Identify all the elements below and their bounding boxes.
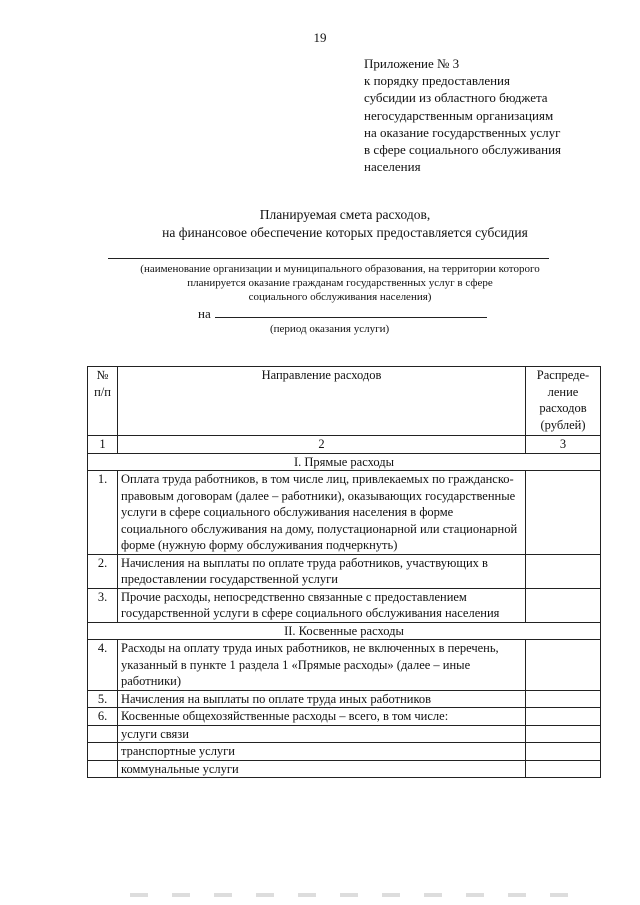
period-row xyxy=(198,305,487,322)
sub-row xyxy=(88,725,601,743)
appendix-line: на оказание государственных услуг xyxy=(364,124,561,140)
appendix-line: Приложение № 3 xyxy=(364,56,460,71)
period-blank xyxy=(215,305,487,318)
period-caption: (период оказания услуги) xyxy=(270,323,390,335)
table-header-row xyxy=(88,367,601,436)
row-text: Прочие расходы, непосредственно связанные с предоставлением государственной услуги в сфере социального обслуживания населения xyxy=(118,588,526,622)
table-row xyxy=(88,554,601,588)
organization-caption xyxy=(100,262,580,304)
empty-number-cell xyxy=(88,743,118,761)
org-caption-line: планируется оказание гражданам государственных услуг в сфере xyxy=(187,277,493,289)
row-amount-cell xyxy=(526,588,601,622)
empty-number-cell xyxy=(88,760,118,778)
row-amount-cell xyxy=(526,708,601,726)
row-number: 1. xyxy=(88,471,118,555)
table-row xyxy=(88,708,601,726)
column-number-row xyxy=(88,436,601,454)
row-amount-cell xyxy=(526,471,601,555)
row-amount-cell xyxy=(526,760,601,778)
header-direction: Направление расходов xyxy=(118,367,526,436)
table-row xyxy=(88,690,601,708)
row-text: Начисления на выплаты по оплате труда иных работников xyxy=(118,690,526,708)
column-number: 1 xyxy=(88,436,118,454)
document-title xyxy=(0,206,640,242)
budget-table xyxy=(87,366,601,778)
table-row xyxy=(88,471,601,555)
header-distribution: Распреде-ление расходов (рублей) xyxy=(526,367,601,436)
title-line-2: на финансовое обеспечение которых предоставляется субсидия xyxy=(162,225,528,240)
row-number: 6. xyxy=(88,708,118,726)
sub-row-text: услуги связи xyxy=(118,725,526,743)
row-number: 5. xyxy=(88,690,118,708)
org-caption-line: (наименование организации и муниципального образования, на территории которого xyxy=(140,263,540,275)
row-number: 2. xyxy=(88,554,118,588)
row-amount-cell xyxy=(526,743,601,761)
period-prefix: на xyxy=(198,306,211,321)
org-caption-line: социального обслуживания населения) xyxy=(248,291,432,303)
table-row xyxy=(88,640,601,691)
appendix-header xyxy=(364,55,614,175)
column-number: 3 xyxy=(526,436,601,454)
row-text: Расходы на оплату труда иных работников, не включенных в перечень, указанный в пункте 1 раздела 1 «Прямые расходы» (далее – иные работники) xyxy=(118,640,526,691)
appendix-line: субсидии из областного бюджета xyxy=(364,90,548,106)
scan-artifact xyxy=(130,893,570,897)
appendix-line: негосударственным организациям xyxy=(364,107,554,123)
appendix-line: в сфере социального обслуживания xyxy=(364,142,561,158)
section-title: II. Косвенные расходы xyxy=(88,622,601,640)
sub-row-text: коммунальные услуги xyxy=(118,760,526,778)
header-number: № п/п xyxy=(88,367,118,436)
row-text: Косвенные общехозяйственные расходы – всего, в том числе: xyxy=(118,708,526,726)
title-line-1: Планируемая смета расходов, xyxy=(259,207,431,222)
row-amount-cell xyxy=(526,554,601,588)
organization-name-blank xyxy=(108,258,549,259)
section-row xyxy=(88,622,601,640)
row-text: Оплата труда работников, в том числе лиц, привлекаемых по гражданско-правовым договорам (далее – работники), оказывающих государственные услуги в сфере социального обслуживания населения в форме социального обслуживания на дому, полустационарной или стационарной форме (нужную форму обслуживания подчеркнуть) xyxy=(118,471,526,555)
column-number: 2 xyxy=(118,436,526,454)
table-row xyxy=(88,588,601,622)
appendix-line: к порядку предоставления xyxy=(364,73,510,89)
row-amount-cell xyxy=(526,690,601,708)
sub-row xyxy=(88,760,601,778)
section-title: I. Прямые расходы xyxy=(88,453,601,471)
row-amount-cell xyxy=(526,640,601,691)
appendix-line: населения xyxy=(364,159,421,175)
row-amount-cell xyxy=(526,725,601,743)
row-number: 3. xyxy=(88,588,118,622)
row-number: 4. xyxy=(88,640,118,691)
page-number: 19 xyxy=(313,30,327,45)
empty-number-cell xyxy=(88,725,118,743)
row-text: Начисления на выплаты по оплате труда работников, участвующих в предоставлении государственной услуги xyxy=(118,554,526,588)
sub-row-text: транспортные услуги xyxy=(118,743,526,761)
sub-row xyxy=(88,743,601,761)
section-row xyxy=(88,453,601,471)
